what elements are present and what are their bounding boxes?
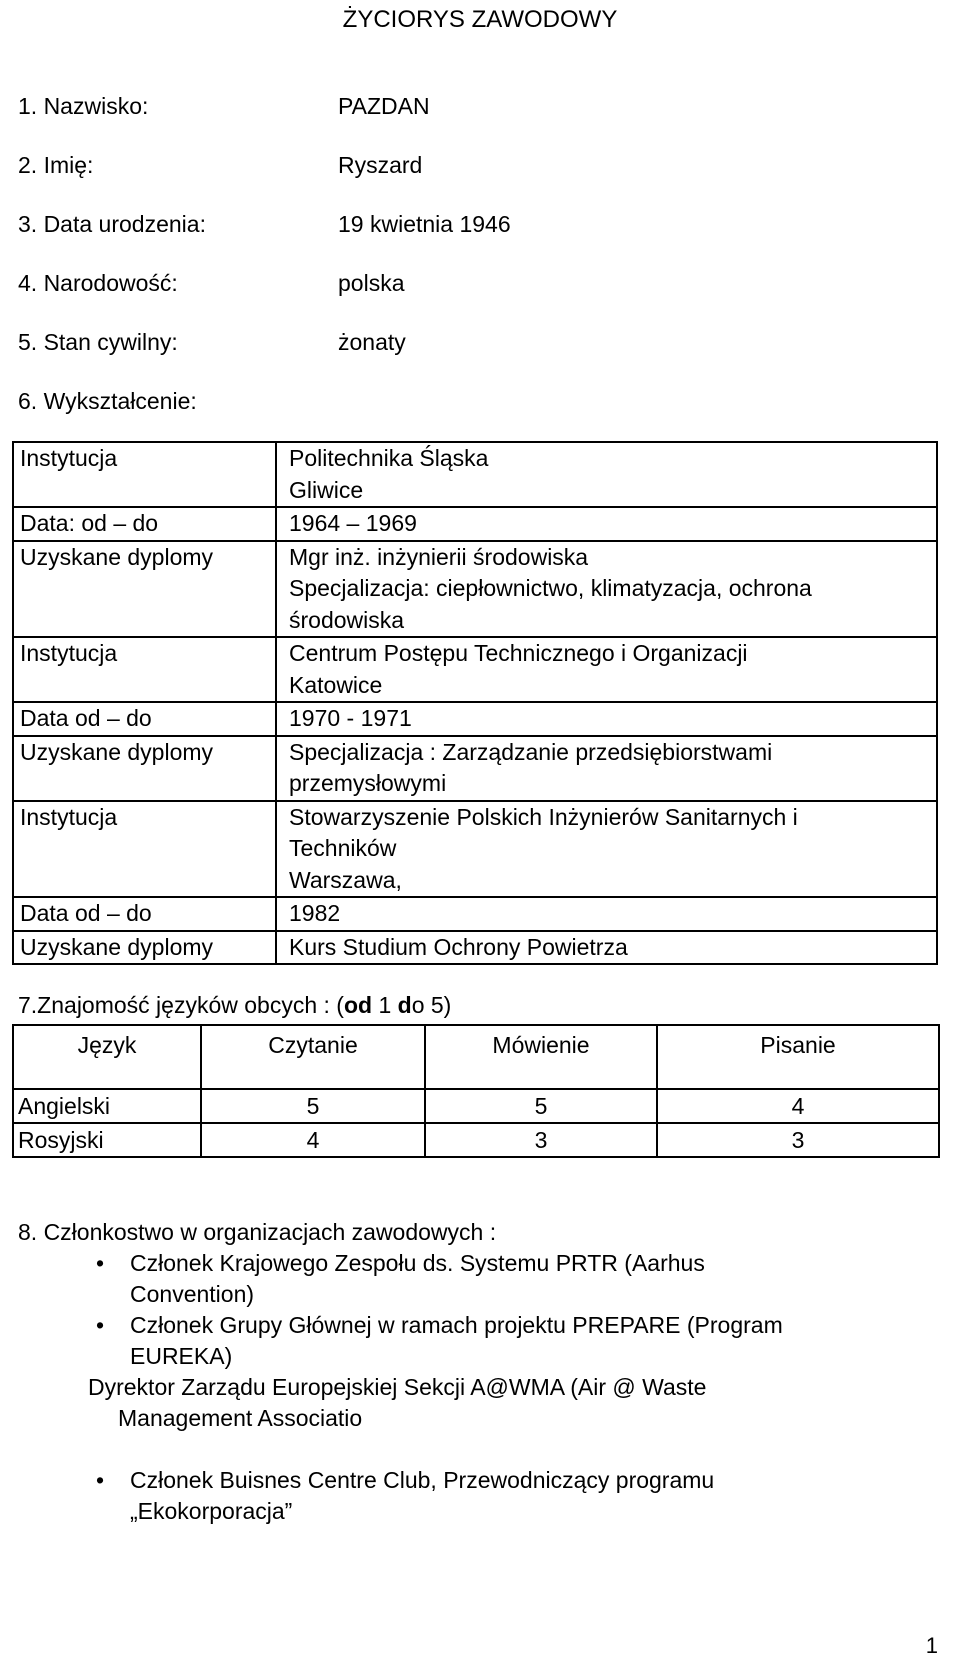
education-value-line: przemysłowymi [289,770,447,796]
membership-line: „Ekokorporacja” [130,1498,293,1524]
reading-score: 5 [201,1089,425,1123]
languages-heading [18,991,451,1019]
membership-line: EUREKA) [130,1343,233,1369]
birth-date-label: 3. Data urodzenia: [18,211,206,237]
education-value-line: Mgr inż. inżynierii środowiska [289,543,589,570]
language-name: Rosyjski [13,1123,201,1157]
education-value-line: Politechnika Śląska [289,445,489,471]
speaking-score: 3 [425,1123,657,1157]
table-row [13,1123,939,1157]
education-value-line: Specjalizacja: ciepłownictwo, klimatyzacja, ochrona [289,575,812,601]
education-value-line: Gliwice [289,476,364,503]
table-row [13,541,937,638]
language-name: Angielski [13,1089,201,1123]
education-field-value [276,801,937,898]
table-row [13,637,937,702]
education-field-value [276,442,937,507]
languages-heading-do: d [397,992,412,1018]
bullet-icon: • [96,1467,105,1493]
table-row [13,736,937,801]
speaking-score: 5 [425,1089,657,1123]
education-table [12,441,938,965]
languages-heading-suffix: o 5) [411,992,452,1018]
languages-table [12,1024,940,1158]
table-row [13,702,937,736]
education-field-label: Data od – do [13,897,276,931]
membership-line: Członek Grupy Głównej w ramach projektu PREPARE (Program [130,1312,783,1338]
education-value-line: środowiska [289,606,405,633]
page-number: 1 [925,1633,938,1658]
education-field-value [276,541,937,638]
title-text: ŻYCIORYS ZAWODOWY [342,6,618,33]
membership-line: Członek Krajowego Zespołu ds. Systemu PRTR (Aarhus [130,1250,705,1276]
education-value-line: Techników [289,835,397,861]
table-row [13,801,937,898]
education-value-line: Specjalizacja : Zarządzanie przedsiębiorstwami [289,738,773,765]
membership-line: Członek Buisnes Centre Club, Przewodniczący programu [130,1467,715,1493]
nationality-label: 4. Narodowość: [18,270,178,296]
membership-line: Management Associatio [118,1405,363,1431]
memberships-list [88,1248,908,1527]
table-row [13,897,937,931]
column-header-speaking: Mówienie [425,1025,657,1089]
education-value-line: Stowarzyszenie Polskich Inżynierów Sanitarnych i [289,803,798,830]
education-field-label: Uzyskane dyplomy [13,541,276,638]
marital-status-value: żonaty [338,329,406,355]
membership-line: Convention) [130,1281,255,1307]
writing-score: 4 [657,1089,939,1123]
bullet-icon: • [96,1312,105,1338]
memberships-heading: 8. Członkostwo w organizacjach zawodowych : [18,1219,497,1245]
surname-value: PAZDAN [338,93,430,119]
list-item [0,1372,908,1434]
writing-score: 3 [657,1123,939,1157]
bullet-icon: • [96,1250,105,1276]
education-field-value [276,702,937,736]
education-field-label: Instytucja [13,801,276,898]
education-field-label: Uzyskane dyplomy [13,736,276,801]
education-value-line: 1982 [289,900,341,926]
languages-heading-mid: 1 [372,992,398,1018]
list-item [88,1248,908,1310]
education-field-label: Instytucja [13,442,276,507]
table-row [13,507,937,541]
languages-header-row [13,1025,939,1089]
document-title [0,6,960,34]
education-value-line: Centrum Postępu Technicznego i Organizacji [289,640,748,666]
education-field-value [276,897,937,931]
education-value-line: 1964 – 1969 [289,510,417,536]
table-row [13,1089,939,1123]
languages-heading-od: od [343,992,373,1018]
list-item [88,1310,908,1372]
education-field-label: Data od – do [13,702,276,736]
first-name-label: 2. Imię: [18,152,94,178]
membership-line: Dyrektor Zarządu Europejskiej Sekcji A@WMA (Air @ Waste [88,1374,707,1400]
birth-date-value: 19 kwietnia 1946 [338,211,511,237]
languages-heading-prefix: 7.Znajomość języków obcych : ( [18,992,344,1018]
education-value-line: Warszawa, [289,866,402,893]
education-field-label: Instytucja [13,637,276,702]
education-value-line: Kurs Studium Ochrony Powietrza [289,933,628,960]
list-item [88,1465,908,1527]
education-field-label: Data: od – do [13,507,276,541]
first-name-value: Ryszard [338,152,423,178]
education-field-value [276,736,937,801]
education-field-value [276,637,937,702]
education-field-value [276,931,937,965]
column-header-writing: Pisanie [657,1025,939,1089]
column-header-language: Język [13,1025,201,1089]
table-row [13,442,937,507]
nationality-value: polska [338,270,405,296]
column-header-reading: Czytanie [201,1025,425,1089]
education-heading: 6. Wykształcenie: [18,388,197,414]
marital-status-label: 5. Stan cywilny: [18,329,178,355]
education-field-value [276,507,937,541]
reading-score: 4 [201,1123,425,1157]
education-value-line: Katowice [289,671,383,698]
education-value-line: 1970 - 1971 [289,705,412,731]
table-row [13,931,937,965]
education-field-label: Uzyskane dyplomy [13,931,276,965]
surname-label: 1. Nazwisko: [18,93,149,119]
